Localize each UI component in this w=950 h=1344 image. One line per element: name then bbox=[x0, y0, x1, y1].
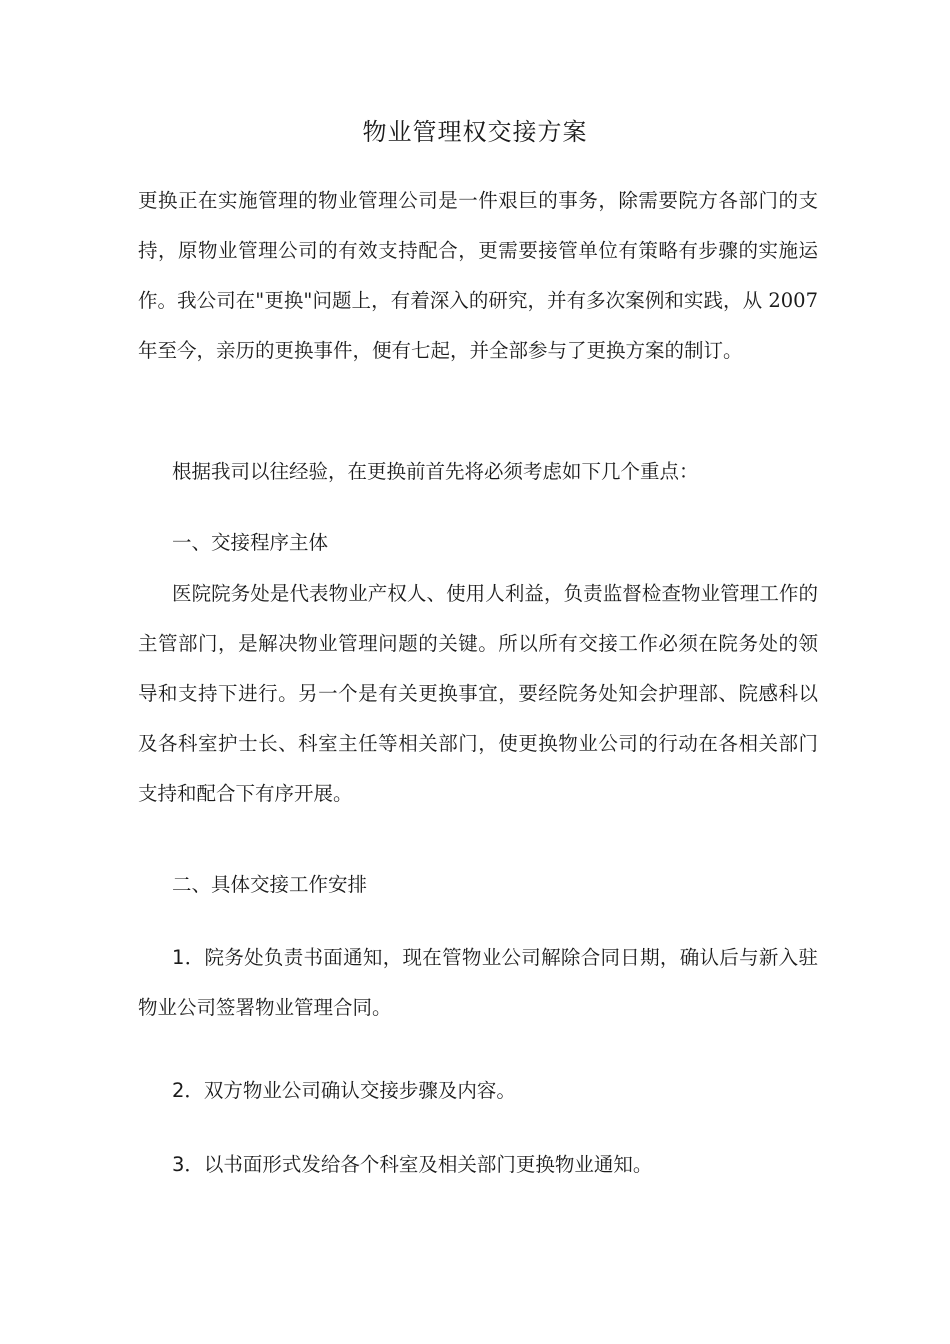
list-item-text: 院务处负责书面通知，现在管物业公司解除合同日期，确认后与新入驻物业公司签署物业管理合同。 bbox=[138, 946, 818, 1019]
list-item bbox=[138, 1066, 818, 1116]
section-1-heading: 一、交接程序主体 bbox=[172, 531, 329, 554]
section-1-paragraph: 医院院务处是代表物业产权人、使用人利益，负责监督检查物业管理工作的主管部门，是解决物业管理问题的关键。所以所有交接工作必须在院务处的领导和支持下进行。另一个是有关更换事宜，要经院务处知会护理部、院感科以及各科室护士长、科室主任等相关部门，使更换物业公司的行动在各相关部门支持和配合下有序开展。 bbox=[138, 582, 818, 805]
intro-paragraph: 更换正在实施管理的物业管理公司是一件艰巨的事务，除需要院方各部门的支持，原物业管理公司的有效支持配合，更需要接管单位有策略有步骤的实施运作。我公司在"更换"问题上，有着深入的研究，并有多次案例和实践，从 2007 年至今，亲历的更换事件，便有七起，并全部参与了更换方案的制订。 bbox=[138, 189, 818, 362]
list-item-number: 2． bbox=[172, 1079, 204, 1102]
list-item-text: 双方物业公司确认交接步骤及内容。 bbox=[203, 1079, 516, 1102]
list-item bbox=[138, 933, 818, 1033]
list-item-number: 3． bbox=[172, 1153, 204, 1176]
list-item bbox=[138, 1140, 818, 1190]
list-item-number: 1． bbox=[172, 946, 205, 969]
document-title: 物业管理权交接方案 bbox=[362, 118, 588, 146]
section-2-heading: 二、具体交接工作安排 bbox=[172, 873, 368, 896]
list-item-text: 以书面形式发给各个科室及相关部门更换物业通知。 bbox=[203, 1153, 653, 1176]
lead-paragraph: 根据我司以往经验，在更换前首先将必须考虑如下几个重点： bbox=[172, 460, 699, 483]
